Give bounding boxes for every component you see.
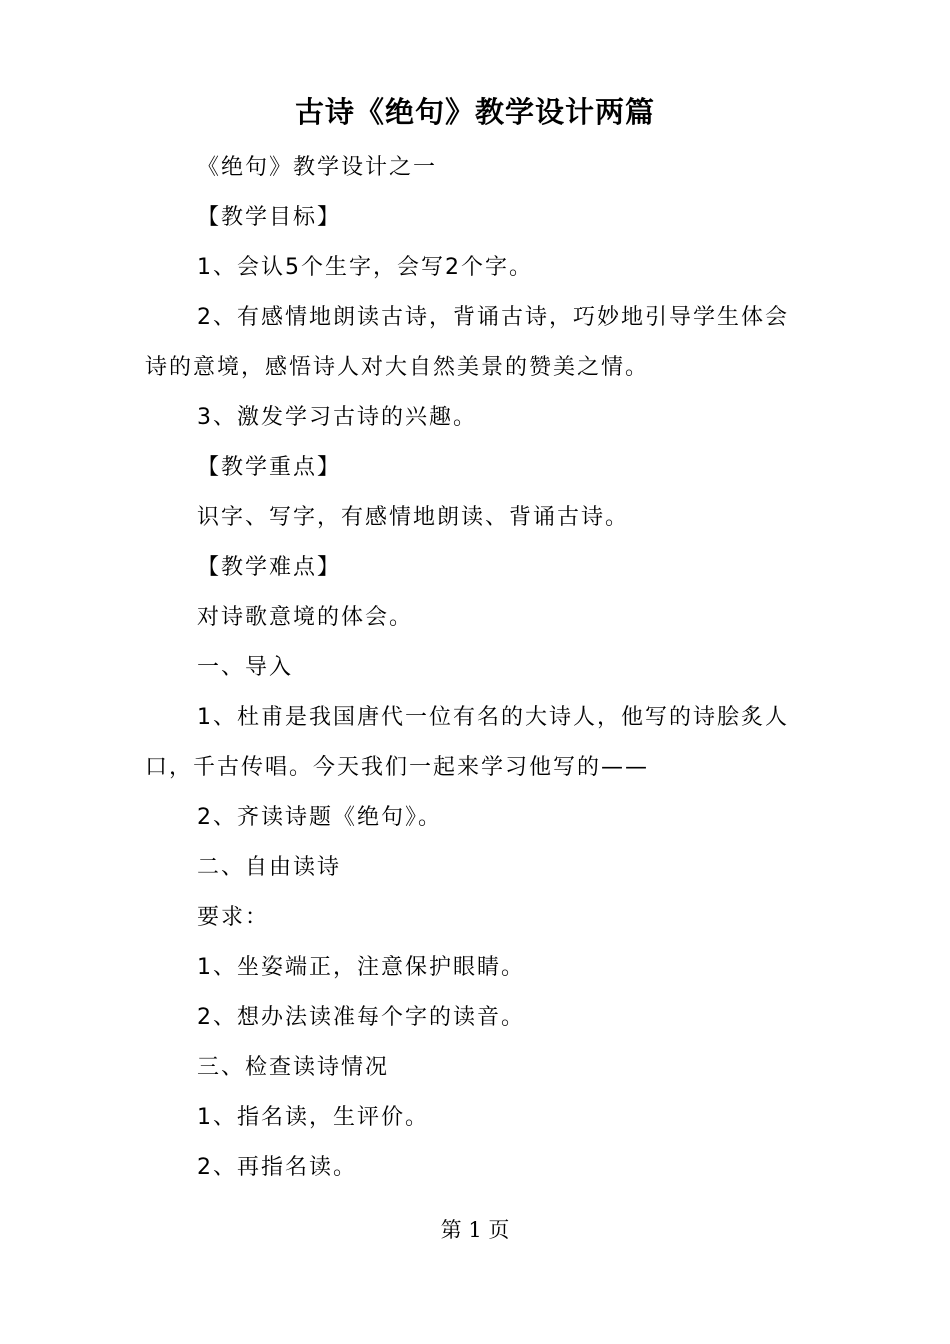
paragraph: 2、想办法读准每个字的读音。 [197, 1005, 525, 1030]
paragraph: 1、会认5个生字，会写2个字。 [197, 255, 533, 280]
paragraph: 2、再指名读。 [197, 1155, 357, 1180]
paragraph: 《绝句》教学设计之一 [197, 155, 438, 180]
paragraph: 要求： [197, 905, 270, 930]
page-number: 第 1 页 [440, 1218, 510, 1242]
paragraph: 一、导入 [197, 655, 294, 680]
paragraph: 识字、写字，有感情地朗读、背诵古诗。 [197, 505, 630, 530]
paragraph: 【教学难点】 [197, 555, 342, 580]
paragraph: 二、自由读诗 [197, 855, 342, 880]
paragraph: 2、齐读诗题《绝句》。 [197, 805, 442, 830]
paragraph: 1、坐姿端正，注意保护眼睛。 [197, 955, 525, 980]
paragraph: 【教学重点】 [197, 455, 342, 480]
paragraph: 2、有感情地朗读古诗，背诵古诗，巧妙地引导学生体会诗的意境，感悟诗人对大自然美景的赞美之情。 [145, 305, 789, 380]
paragraph: 【教学目标】 [197, 205, 342, 230]
paragraph: 对诗歌意境的体会。 [197, 605, 414, 630]
document-title: 古诗《绝句》教学设计两篇 [294, 95, 655, 129]
document-body [145, 143, 805, 1193]
paragraph: 三、检查读诗情况 [197, 1055, 390, 1080]
paragraph: 1、杜甫是我国唐代一位有名的大诗人，他写的诗脍炙人口，千古传唱。今天我们一起来学习他写的—— [145, 705, 789, 780]
paragraph: 3、激发学习古诗的兴趣。 [197, 405, 477, 430]
paragraph: 1、指名读，生评价。 [197, 1105, 429, 1130]
